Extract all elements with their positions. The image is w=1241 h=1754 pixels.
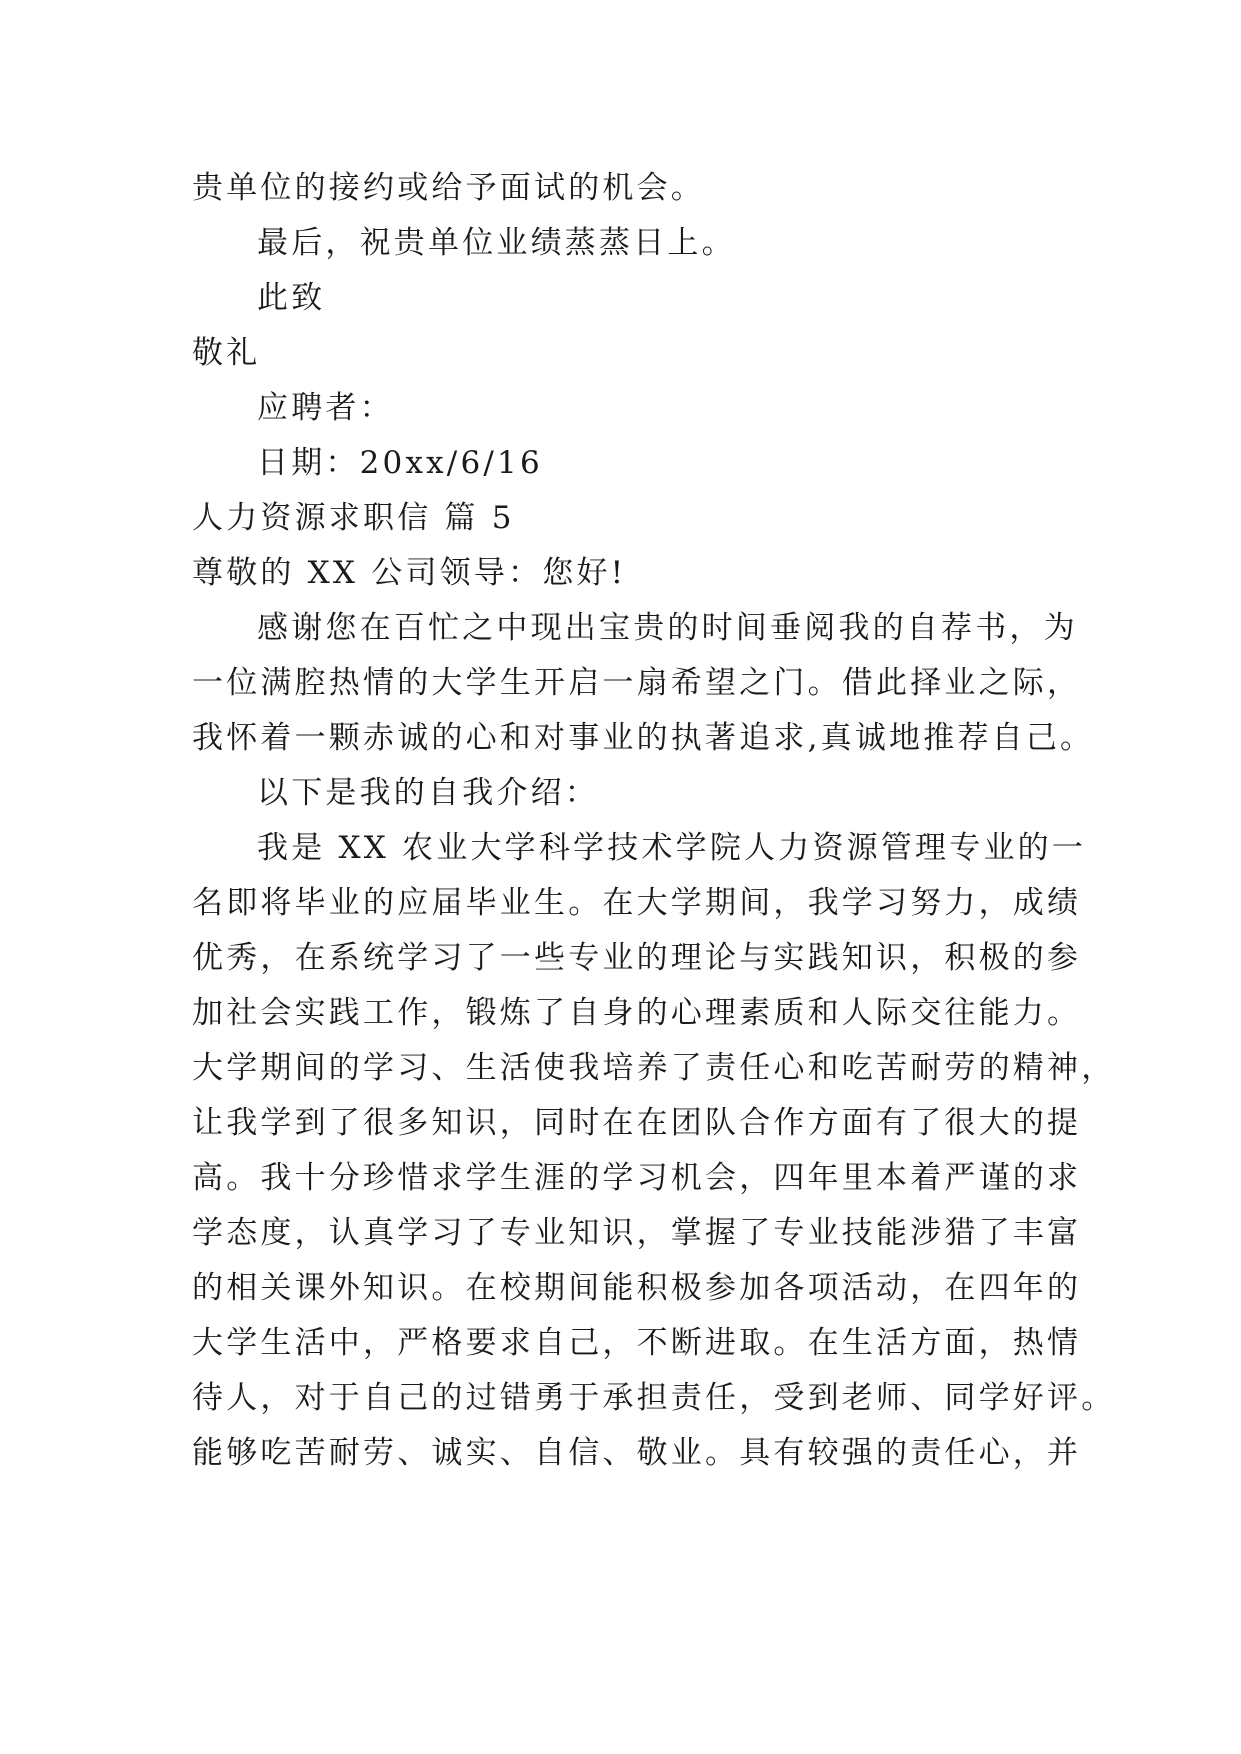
text-line: 的相关课外知识。在校期间能积极参加各项活动，在四年的 xyxy=(192,1270,1082,1306)
text-line: 应聘者： xyxy=(257,390,394,426)
text-line: 贵单位的接约或给予面试的机会。 xyxy=(192,170,705,206)
text-line: 敬礼 xyxy=(192,335,261,371)
text-line: 学态度，认真学习了专业知识，掌握了专业技能涉猎了丰富 xyxy=(192,1215,1082,1251)
text-line: 一位满腔热情的大学生开启一扇希望之门。借此择业之际， xyxy=(192,665,1082,701)
text-line: 能够吃苦耐劳、诚实、自信、敬业。具有较强的责任心，并 xyxy=(192,1435,1082,1471)
text-line: 日期：20xx/6/16 xyxy=(257,445,543,481)
text-line: 高。我十分珍惜求学生涯的学习机会，四年里本着严谨的求 xyxy=(192,1160,1082,1196)
text-line: 最后，祝贵单位业绩蒸蒸日上。 xyxy=(257,225,736,261)
text-line: 我是 XX 农业大学科学技术学院人力资源管理专业的一 xyxy=(257,830,1087,866)
salutation: 尊敬的 XX 公司领导：您好! xyxy=(192,555,627,591)
text-line: 大学生活中，严格要求自己，不断进取。在生活方面，热情 xyxy=(192,1325,1082,1361)
text-line: 待人，对于自己的过错勇于承担责任，受到老师、同学好评。 xyxy=(192,1380,1116,1416)
text-line: 以下是我的自我介绍： xyxy=(257,775,599,811)
section-heading: 人力资源求职信 篇 5 xyxy=(192,500,515,536)
text-line: 名即将毕业的应届毕业生。在大学期间，我学习努力，成绩 xyxy=(192,885,1082,921)
text-line: 感谢您在百忙之中现出宝贵的时间垂阅我的自荐书，为 xyxy=(257,610,1078,646)
text-line: 加社会实践工作，锻炼了自身的心理素质和人际交往能力。 xyxy=(192,995,1082,1031)
text-line: 我怀着一颗赤诚的心和对事业的执著追求,真诚地推荐自己。 xyxy=(192,720,1095,756)
text-line: 优秀，在系统学习了一些专业的理论与实践知识，积极的参 xyxy=(192,940,1082,976)
text-line: 大学期间的学习、生活使我培养了责任心和吃苦耐劳的精神， xyxy=(192,1050,1116,1086)
text-line: 让我学到了很多知识，同时在在团队合作方面有了很大的提 xyxy=(192,1105,1082,1141)
text-line: 此致 xyxy=(257,280,326,316)
